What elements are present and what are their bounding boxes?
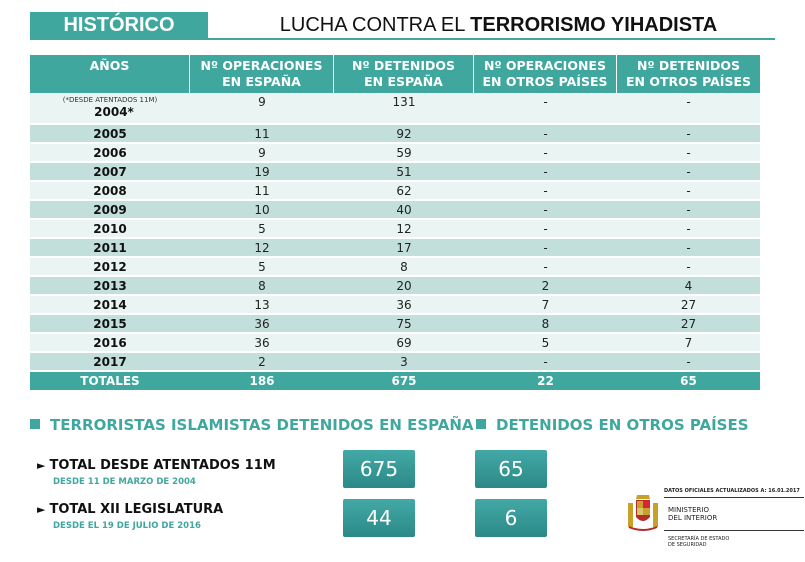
detained-spain-cell: 59: [334, 144, 474, 163]
year-cell: 2013: [30, 277, 190, 296]
item-sublabel: DESDE 11 DE MARZO DE 2004: [53, 477, 196, 487]
detained-spain-cell: 20: [334, 277, 474, 296]
ops-other-cell: -: [474, 182, 617, 201]
ops-other-cell: 8: [474, 315, 617, 334]
year-cell: 2009: [30, 201, 190, 220]
total-ops-other: 22: [474, 372, 617, 390]
ops-spain-cell: 36: [190, 334, 334, 353]
detained-other-cell: 27: [617, 296, 760, 315]
ops-spain-cell: 11: [190, 182, 334, 201]
table-row: [30, 315, 760, 334]
year-cell: 2016: [30, 334, 190, 353]
detained-other-cell: -: [617, 144, 760, 163]
square-bullet-icon: [476, 419, 486, 429]
ops-spain-cell: 13: [190, 296, 334, 315]
detained-spain-cell: 40: [334, 201, 474, 220]
total-other-xii-legislatura: 6: [475, 499, 547, 537]
title-bold: TERRORISMO YIHADISTA: [470, 14, 718, 36]
col-header-detained-other: Nº DETENIDOS EN OTROS PAÍSES: [617, 55, 760, 93]
ops-other-cell: -: [474, 239, 617, 258]
ministry-name: MINISTERIO DEL INTERIOR: [668, 506, 718, 522]
detained-spain-cell: 69: [334, 334, 474, 353]
year-cell: 2014: [30, 296, 190, 315]
table-row: [30, 296, 760, 315]
ops-other-cell: -: [474, 353, 617, 372]
year-cell: 2008: [30, 182, 190, 201]
table-row: [30, 93, 760, 125]
history-table: [30, 55, 760, 390]
detained-other-cell: -: [617, 93, 760, 125]
ops-spain-cell: 19: [190, 163, 334, 182]
ops-other-cell: 5: [474, 334, 617, 353]
table-row: [30, 220, 760, 239]
detained-other-cell: -: [617, 353, 760, 372]
official-data-note: DATOS OFICIALES ACTUALIZADOS A: 16.01.2017: [664, 488, 800, 494]
detained-spain-cell: 92: [334, 125, 474, 144]
table-row: [30, 353, 760, 372]
col-header-years: AÑOS: [30, 55, 190, 93]
item-label: TOTAL XII LEGISLATURA: [49, 502, 224, 517]
title-prefix: LUCHA CONTRA EL: [279, 14, 471, 36]
total-detained-other: 65: [617, 372, 760, 390]
detained-spain-cell: 8: [334, 258, 474, 277]
section-title-other: DETENIDOS EN OTROS PAÍSES: [476, 416, 749, 434]
detained-spain-cell: 3: [334, 353, 474, 372]
ops-other-cell: -: [474, 93, 617, 125]
arrow-right-icon: ►: [37, 459, 46, 472]
table-header-row: [30, 55, 760, 93]
year-cell: 2017: [30, 353, 190, 372]
year-cell: (*DESDE ATENTADOS 11M) 2004*: [30, 93, 190, 125]
detained-other-cell: 4: [617, 277, 760, 296]
detained-spain-cell: 36: [334, 296, 474, 315]
ops-other-cell: -: [474, 163, 617, 182]
year-cell: 2007: [30, 163, 190, 182]
spanish-coat-of-arms-icon: [626, 489, 660, 533]
year-cell: 2010: [30, 220, 190, 239]
item-label: TOTAL DESDE ATENTADOS 11M: [49, 458, 276, 473]
ops-spain-cell: 9: [190, 144, 334, 163]
detained-spain-cell: 51: [334, 163, 474, 182]
table-row: [30, 277, 760, 296]
ops-spain-cell: 2: [190, 353, 334, 372]
detained-spain-cell: 75: [334, 315, 474, 334]
table-row: [30, 163, 760, 182]
ministry-divider: [664, 497, 804, 498]
section-title-spain: TERRORISTAS ISLAMISTAS DETENIDOS EN ESPAÑA: [30, 416, 474, 434]
summary-item-xii-legislatura: [37, 502, 223, 532]
detained-other-cell: -: [617, 182, 760, 201]
ops-other-cell: -: [474, 125, 617, 144]
ops-spain-cell: 10: [190, 201, 334, 220]
col-header-ops-spain: Nº OPERACIONES EN ESPAÑA: [190, 55, 334, 93]
detained-spain-cell: 17: [334, 239, 474, 258]
ops-spain-cell: 5: [190, 220, 334, 239]
year-cell: 2012: [30, 258, 190, 277]
table-row: [30, 258, 760, 277]
ops-spain-cell: 5: [190, 258, 334, 277]
year-cell: 2011: [30, 239, 190, 258]
arrow-right-icon: ►: [37, 503, 46, 516]
col-header-ops-other: Nº OPERACIONES EN OTROS PAÍSES: [474, 55, 617, 93]
square-bullet-icon: [30, 419, 40, 429]
table-row: [30, 144, 760, 163]
ops-other-cell: -: [474, 144, 617, 163]
table-row: [30, 334, 760, 353]
year-cell: 2006: [30, 144, 190, 163]
detained-spain-cell: 12: [334, 220, 474, 239]
detained-other-cell: -: [617, 163, 760, 182]
table-row: [30, 125, 760, 144]
total-ops-spain: 186: [190, 372, 334, 390]
first-row-note: (*DESDE ATENTADOS 11M): [62, 96, 158, 104]
total-spain-since-11m: 675: [343, 450, 415, 488]
detained-spain-cell: 131: [334, 93, 474, 125]
detained-other-cell: -: [617, 125, 760, 144]
ops-spain-cell: 36: [190, 315, 334, 334]
ops-spain-cell: 8: [190, 277, 334, 296]
detained-other-cell: -: [617, 201, 760, 220]
ops-other-cell: 7: [474, 296, 617, 315]
item-sublabel: DESDE EL 19 DE JULIO DE 2016: [53, 521, 201, 531]
page-title: [222, 12, 775, 38]
ops-spain-cell: 11: [190, 125, 334, 144]
detained-spain-cell: 62: [334, 182, 474, 201]
table-row: [30, 182, 760, 201]
header-divider: [30, 38, 775, 40]
summary-item-since-11m: [37, 458, 276, 488]
total-spain-xii-legislatura: 44: [343, 499, 415, 537]
year-cell: 2005: [30, 125, 190, 144]
total-other-since-11m: 65: [475, 450, 547, 488]
col-header-detained-spain: Nº DETENIDOS EN ESPAÑA: [334, 55, 474, 93]
detained-other-cell: -: [617, 258, 760, 277]
detained-other-cell: -: [617, 239, 760, 258]
ops-other-cell: 2: [474, 277, 617, 296]
table-row: [30, 239, 760, 258]
year-cell: 2015: [30, 315, 190, 334]
detained-other-cell: 7: [617, 334, 760, 353]
totals-label: TOTALES: [30, 372, 190, 390]
detained-other-cell: -: [617, 220, 760, 239]
table-row: [30, 201, 760, 220]
detained-other-cell: 27: [617, 315, 760, 334]
ops-other-cell: -: [474, 220, 617, 239]
ministry-divider-2: [664, 530, 804, 531]
ops-other-cell: -: [474, 258, 617, 277]
ops-spain-cell: 9: [190, 93, 334, 125]
totals-row: [30, 372, 760, 390]
total-detained-spain: 675: [334, 372, 474, 390]
section-tab-historico: HISTÓRICO: [30, 12, 208, 38]
ops-spain-cell: 12: [190, 239, 334, 258]
ops-other-cell: -: [474, 201, 617, 220]
security-secretariat: SECRETARÍA DE ESTADO DE SEGURIDAD: [668, 536, 730, 548]
